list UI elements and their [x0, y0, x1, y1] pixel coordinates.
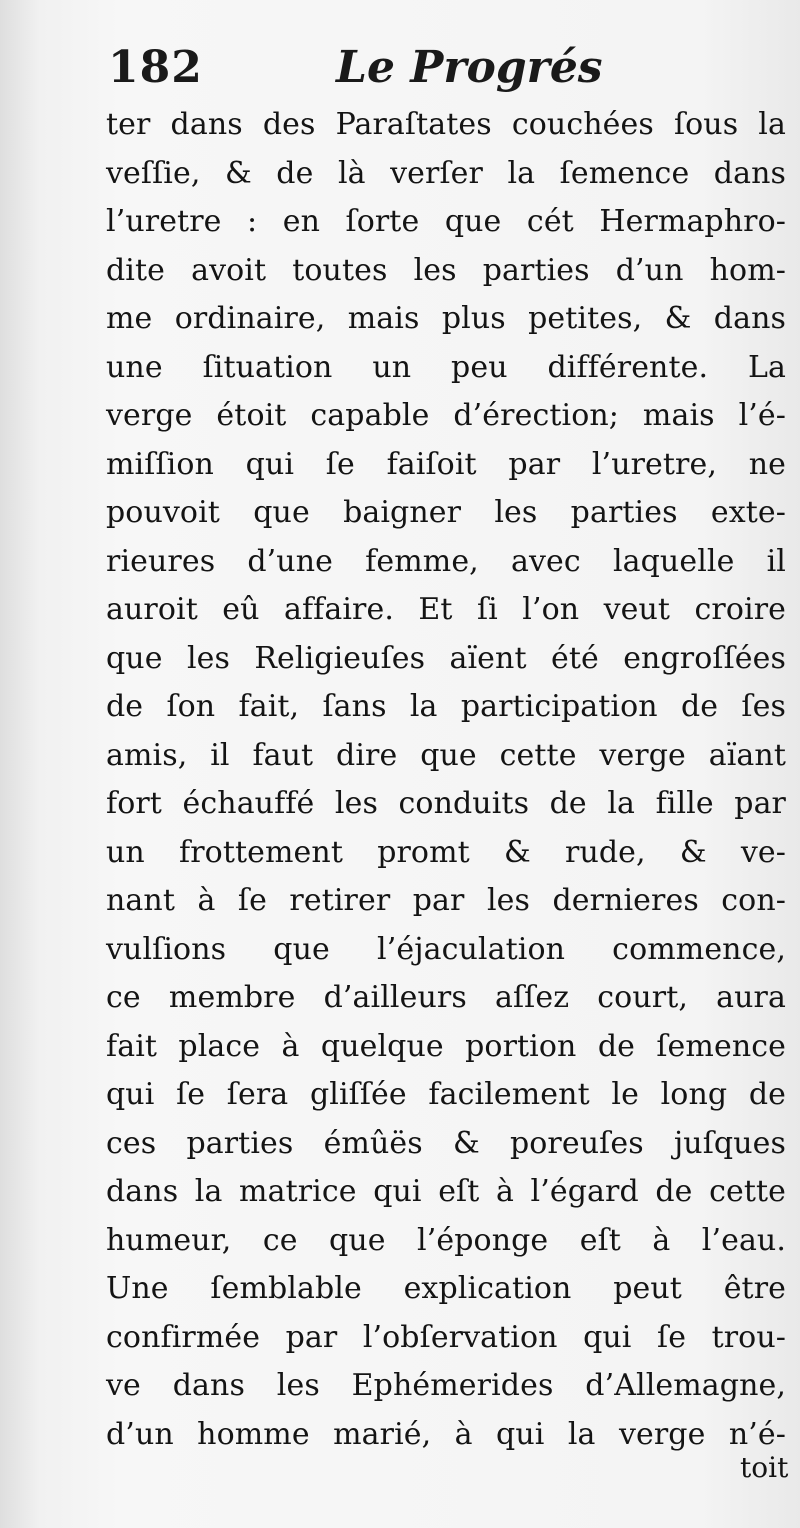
text-line: de ſon fait, ſans la participation de ſes — [106, 689, 786, 724]
page-header — [108, 42, 788, 102]
text-line: nant à ſe retirer par les dernieres con- — [106, 883, 786, 918]
running-title: Le Progrés — [336, 42, 603, 93]
text-line: un frottement promt & rude, & ve- — [106, 834, 786, 870]
text-line: ve dans les Ephémerides d’Allemagne, — [106, 1368, 786, 1403]
text-line: humeur, ce que l’éponge eſt à l’eau. — [106, 1222, 786, 1258]
catchword: toit — [740, 1451, 789, 1484]
body-text — [106, 101, 786, 1459]
text-line: ce membre d’ailleurs aſſez court, aura — [106, 980, 786, 1015]
text-line: ter dans des Paraſtates couchées ſous la — [106, 107, 786, 142]
text-line: confirmée par l’obſervation qui ſe trou- — [106, 1319, 786, 1355]
text-line: Une ſemblable explication peut être — [106, 1271, 786, 1306]
text-line: d’un homme marié, à qui la verge n’é- — [106, 1416, 786, 1452]
text-line: dite avoit toutes les parties d’un hom- — [106, 252, 786, 288]
text-line: rieures d’une femme, avec laquelle il — [106, 543, 786, 579]
text-line: me ordinaire, mais plus petites, & dans — [106, 301, 786, 336]
text-line: veſſie, & de là verſer la ſemence dans — [106, 155, 786, 191]
text-line: vulſions que l’éjaculation commence, — [106, 931, 786, 967]
text-line: une ſituation un peu différente. La — [106, 349, 786, 385]
text-line: auroit eû affaire. Et ſi l’on veut croire — [106, 592, 786, 627]
text-line: que les Religieuſes aïent été engroſſées — [106, 640, 786, 676]
text-line: l’uretre : en ſorte que cét Hermaphro- — [106, 204, 786, 239]
text-line: qui ſe ſera gliſſée facilement le long de — [106, 1077, 786, 1112]
text-line: ces parties émûës & poreuſes juſques — [106, 1125, 786, 1161]
text-line: amis, il faut dire que cette verge aïant — [106, 737, 786, 773]
text-line: fort échauffé les conduits de la fille par — [106, 786, 786, 821]
text-line: verge étoit capable d’érection; mais l’é- — [106, 398, 786, 433]
text-line: pouvoit que baigner les parties exte- — [106, 495, 786, 530]
text-line: miſſion qui ſe faiſoit par l’uretre, ne — [106, 446, 786, 482]
page-number: 182 — [108, 42, 203, 93]
text-line: fait place à quelque portion de ſemence — [106, 1028, 786, 1064]
text-line: dans la matrice qui eſt à l’égard de cette — [106, 1174, 786, 1209]
